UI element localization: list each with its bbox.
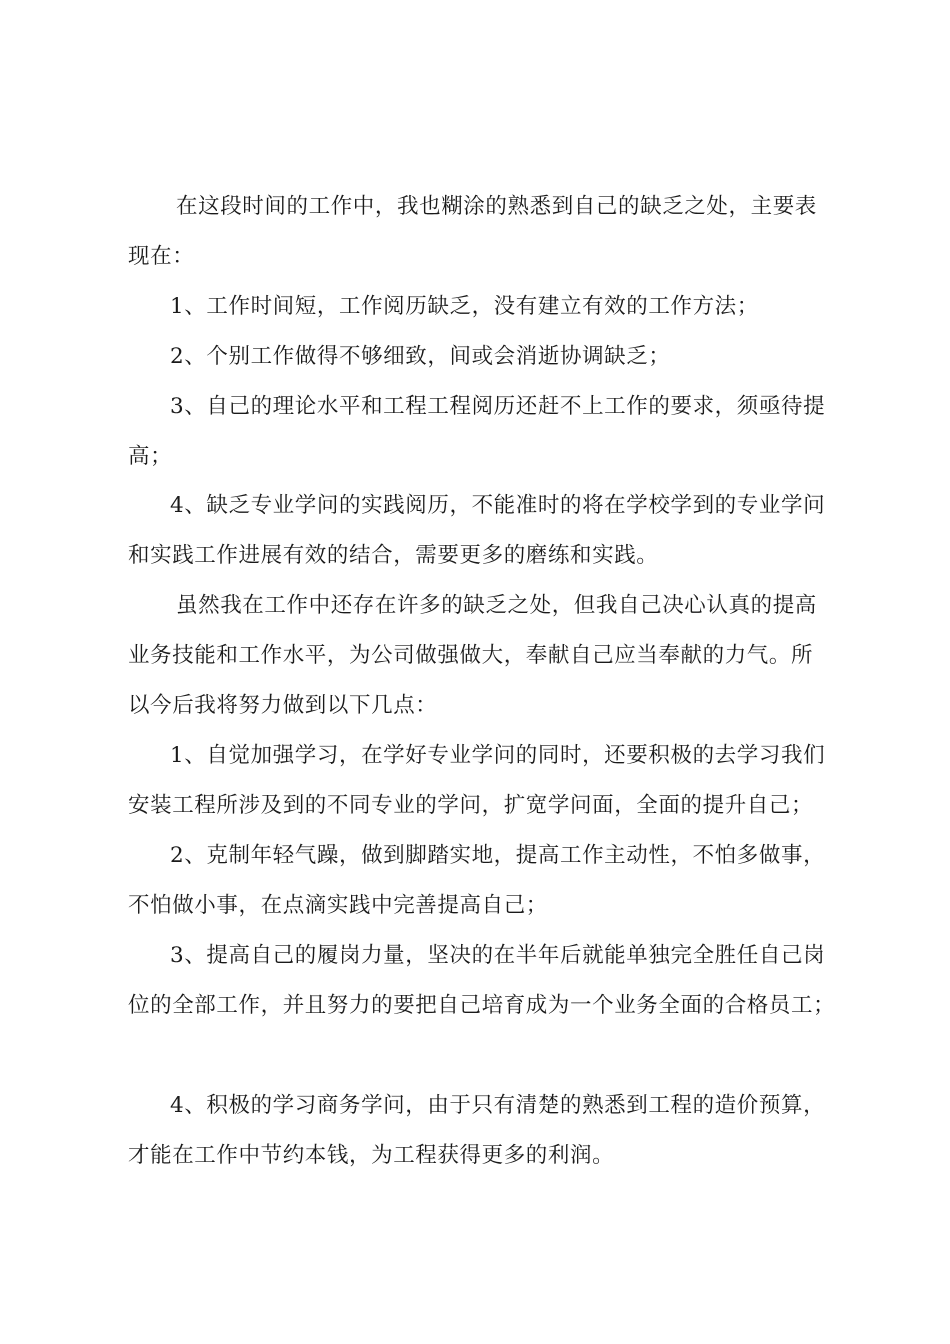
plan-item-4-line-2: 才能在工作中节约本钱，为工程获得更多的利润。	[128, 1143, 615, 1168]
paragraph-intro-line-2: 现在：	[128, 244, 195, 269]
shortcoming-item-4-line-2: 和实践工作进展有效的结合，需要更多的磨练和实践。	[128, 543, 659, 568]
plan-item-1-line-1: 1、自觉加强学习，在学好专业学问的同时，还要积极的去学习我们	[170, 743, 826, 768]
plan-item-4-line-1: 4、积极的学习商务学问，由于只有清楚的熟悉到工程的造价预算，	[170, 1093, 826, 1118]
shortcoming-item-1: 1、工作时间短，工作阅历缺乏，没有建立有效的工作方法；	[170, 294, 759, 319]
plan-item-3-line-2: 位的全部工作，并且努力的要把自己培育成为一个业务全面的合格员工；	[128, 993, 836, 1018]
plan-item-3-line-1: 3、提高自己的履岗力量，坚决的在半年后就能单独完全胜任自己岗	[170, 943, 826, 968]
paragraph-resolve-line-1: 虽然我在工作中还存在许多的缺乏之处，但我自己决心认真的提高	[176, 593, 817, 618]
shortcoming-item-2: 2、个别工作做得不够细致，间或会消逝协调缺乏；	[170, 344, 671, 369]
shortcoming-item-4-line-1: 4、缺乏专业学问的实践阅历，不能准时的将在学校学到的专业学问	[170, 493, 826, 518]
paragraph-resolve-line-2: 业务技能和工作水平，为公司做强做大，奉献自己应当奉献的力气。所	[128, 643, 814, 668]
plan-item-2-line-1: 2、克制年轻气躁，做到脚踏实地，提高工作主动性，不怕多做事，	[170, 843, 826, 868]
plan-item-2-line-2: 不怕做小事，在点滴实践中完善提高自己；	[128, 893, 548, 918]
plan-item-1-line-2: 安装工程所涉及到的不同专业的学问，扩宽学问面，全面的提升自己；	[128, 793, 814, 818]
shortcoming-item-3-line-1: 3、自己的理论水平和工程工程阅历还赶不上工作的要求，须亟待提	[170, 394, 826, 419]
paragraph-intro-line-1: 在这段时间的工作中，我也糊涂的熟悉到自己的缺乏之处，主要表	[176, 194, 817, 219]
paragraph-resolve-line-3: 以今后我将努力做到以下几点：	[128, 693, 438, 718]
shortcoming-item-3-line-2: 高；	[128, 444, 173, 469]
